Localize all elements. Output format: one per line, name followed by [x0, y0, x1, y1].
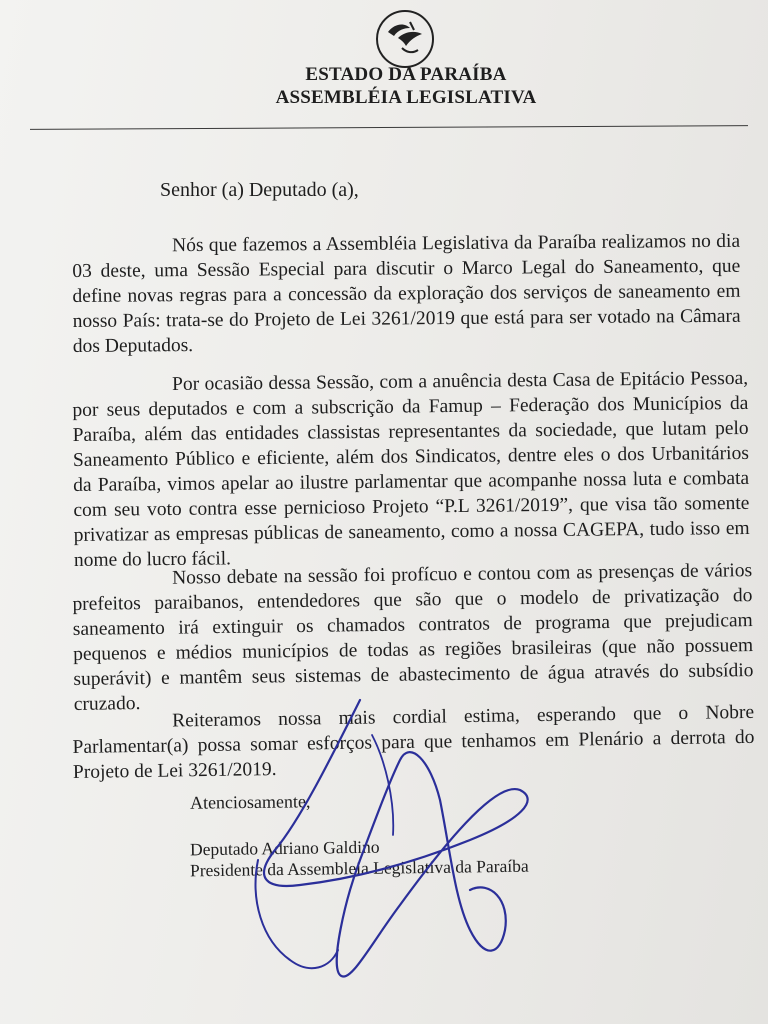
paragraph-2: Por ocasião dessa Sessão, com a anuência desta Casa de Epitácio Pessoa, por seus deputados e com a subscrição da Famup – Federação dos Municípios da Paraíba, além das entidades classistas representantes da sociedade, que lutam pelo Saneamento Público e eficiente, além dos Sindicatos, dentre eles o dos Urbanitários da Paraíba, vimos apelar ao ilustre parlamentar que acompanhe nossa luta e combata com seu voto contra esse pernicioso Projeto “P.L 3261/2019”, que visa tão somente privatizar as empresas públicas de saneamento, como a nossa CAGEPA, tudo isso em nome do lucro fácil.	[72, 367, 750, 571]
paragraph-3: Nosso debate na sessão foi profícuo e contou com as presenças de vários prefeitos paraibanos, entendedores que são que o modelo de privatização do saneamento irá extinguir os chamados contratos de programa que prejudicam pequenos e médios municípios de todas as regiões brasileiras (que não possuem superávit) e mantêm seus sistemas de abastecimento de água através do subsídio cruzado.	[72, 560, 754, 715]
paragraph-1: Nós que fazemos a Assembléia Legislativa da Paraíba realizamos no dia 03 deste, uma Sessão Especial para discutir o Marco Legal do Saneamento, que define novas regras para a concessão da exploração dos serviços de saneamento em nosso País: trata-se do Projeto de Lei 3261/2019 que está para ser votado na Câmara dos Deputados.	[72, 230, 741, 357]
assembly-emblem-icon	[374, 8, 436, 70]
header-assembly: ASSEMBLÉIA LEGISLATIVA	[275, 87, 537, 108]
signer-title: Presidente da Assembleia Legislativa da Paraíba	[189, 855, 529, 881]
header-state: ESTADO DA PARAÍBA	[305, 64, 507, 85]
header-divider	[30, 125, 748, 130]
paragraph-4: Reiteramos nossa mais cordial estima, esperando que o Nobre Parlamentar(a) possa somar esforços para que tenhamos em Plenário a derrota do Projeto de Lei 3261/2019.	[72, 701, 755, 783]
closing: Atenciosamente,	[189, 791, 311, 813]
signer-name: Deputado Adriano Galdino	[189, 836, 380, 860]
salutation: Senhor (a) Deputado (a),	[160, 179, 359, 201]
